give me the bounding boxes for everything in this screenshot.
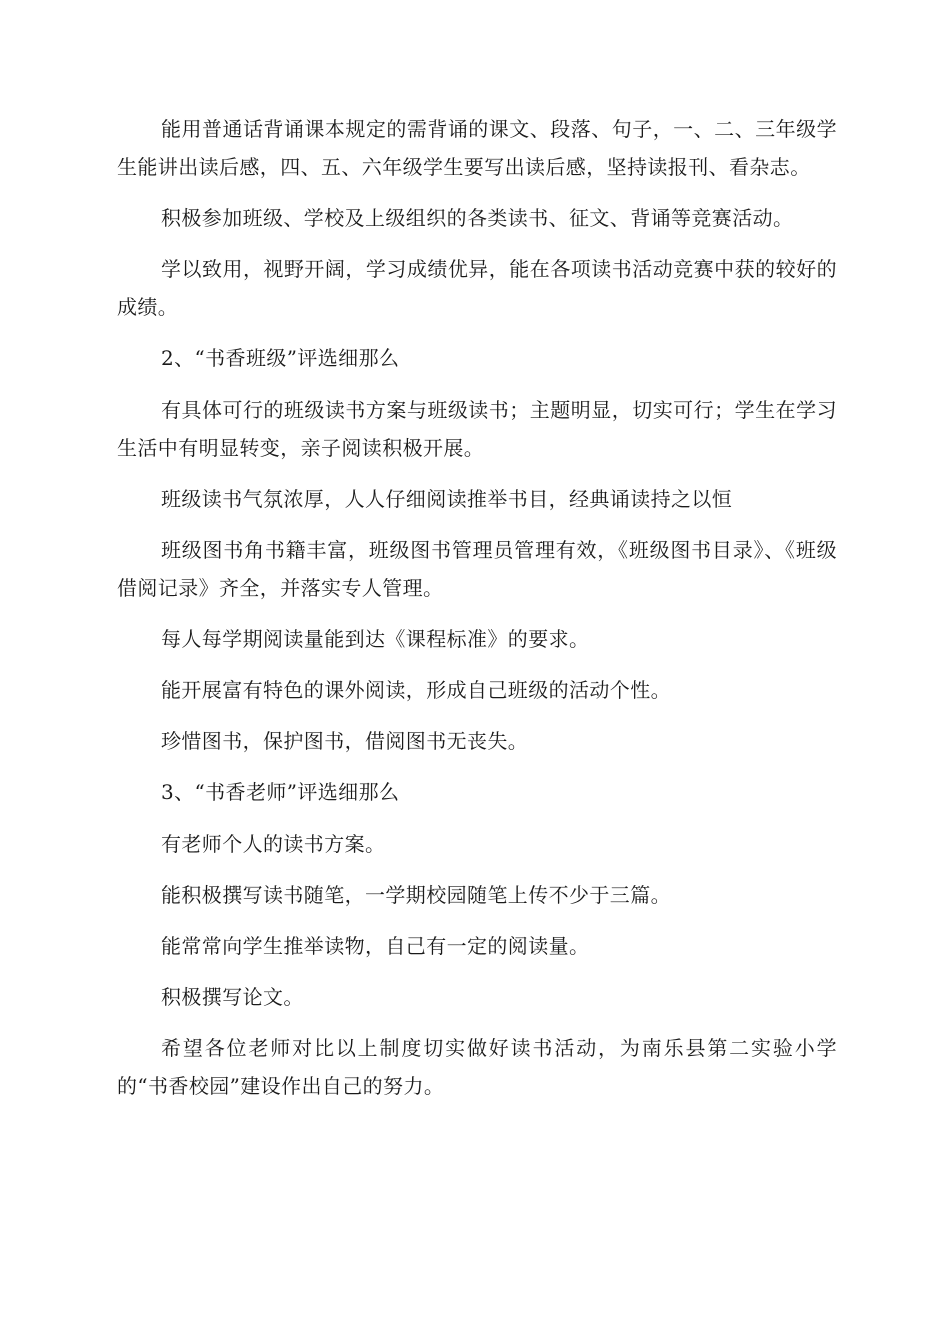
paragraph-extracurricular: 能开展富有特色的课外阅读，形成自己班级的活动个性。 — [161, 678, 671, 702]
paragraph-teacher-essays: 能积极撰写读书随笔，一学期校园随笔上传不少于三篇。 — [161, 883, 671, 907]
paragraph-book-corner: 班级图书角书籍丰富，班级图书管理员管理有效，《班级图书目录》、《班级借阅记录》齐全，并落实专人管理。 — [117, 538, 837, 600]
paragraph-teacher-plan: 有老师个人的读书方案。 — [161, 832, 386, 856]
paragraph-book-care: 珍惜图书，保护图书，借阅图书无丧失。 — [161, 729, 529, 753]
paragraph-class-plan: 有具体可行的班级读书方案与班级读书；主题明显，切实可行；学生在学习生活中有明显转变，亲子阅读积极开展。 — [117, 398, 837, 460]
section-heading-class: 2、“书香班级”评选细那么 — [161, 346, 400, 370]
paragraph-achievement: 学以致用，视野开阔，学习成绩优异，能在各项读书活动竞赛中获的较好的成绩。 — [117, 257, 837, 319]
section-heading-teacher: 3、“书香老师”评选细那么 — [161, 780, 400, 804]
paragraph-closing: 希望各位老师对比以上制度切实做好读书活动，为南乐县第二实验小学的“书香校园”建设作出自己的努力。 — [117, 1036, 837, 1098]
document-body — [117, 110, 837, 1118]
paragraph-teacher-recommend: 能常常向学生推举读物，自己有一定的阅读量。 — [161, 934, 590, 958]
paragraph-class-atmosphere: 班级读书气氛浓厚，人人仔细阅读推举书目，经典诵读持之以恒 — [161, 487, 733, 511]
paragraph-reading-volume: 每人每学期阅读量能到达《课程标准》的要求。 — [161, 627, 590, 651]
paragraph-recitation: 能用普通话背诵课本规定的需背诵的课文、段落、句子，一、二、三年级学生能讲出读后感，四、五、六年级学生要写出读后感，坚持读报刊、看杂志。 — [117, 117, 837, 179]
paragraph-teacher-papers: 积极撰写论文。 — [161, 985, 304, 1009]
paragraph-competitions: 积极参加班级、学校及上级组织的各类读书、征文、背诵等竞赛活动。 — [161, 206, 794, 230]
